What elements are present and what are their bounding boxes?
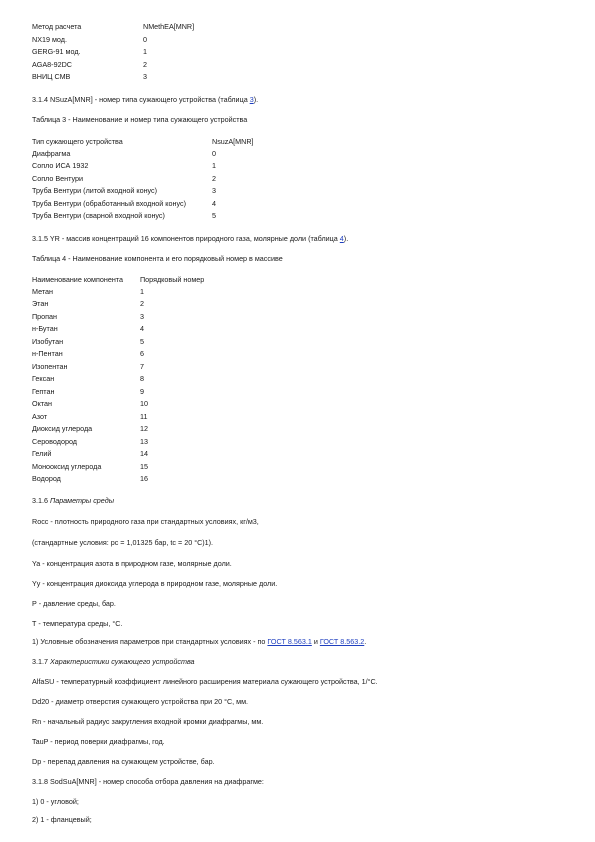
table-cell: ВНИЦ СМВ (32, 72, 71, 81)
table-cell: 3 (143, 72, 147, 81)
section-text: 3.1.4 NSuzA[MNR] - номер типа сужающего устройства (таблица (32, 95, 250, 104)
table-cell: Труба Вентури (литой входной конус) (32, 186, 158, 195)
table-cell: 16 (140, 474, 148, 483)
table-cell: Метан (32, 287, 54, 296)
footnote (32, 637, 366, 646)
param-taup: TauP - период поверки диафрагмы, год. (32, 737, 165, 746)
table-cell: 2 (140, 299, 144, 308)
table-4-header-col1: Наименование компонента (32, 275, 124, 284)
gost-8-563-1-link[interactable]: ГОСТ 8.563.1 (267, 637, 312, 646)
section-title: Параметры среды (49, 496, 114, 505)
footnote-end: . (364, 637, 367, 646)
table-cell: Азот (32, 412, 48, 421)
table-cell: GERG-91 мод. (32, 47, 81, 56)
method-table-header-col2: NMethEA[MNR] (143, 22, 195, 31)
table-cell: Изопентан (32, 362, 68, 371)
table-cell: Гептан (32, 387, 55, 396)
table-3-caption: Таблица 3 - Наименование и номер типа сужающего устройства (32, 115, 248, 124)
param-t: Т - температура среды, °С. (32, 619, 123, 628)
table-cell: 10 (140, 399, 148, 408)
table-cell: Диоксид углерода (32, 424, 93, 433)
table-cell: Гелий (32, 449, 52, 458)
param-yy: Yy - концентрация диоксида углерода в природном газе, молярные доли. (32, 579, 278, 588)
section-number: 3.1.6 (32, 496, 50, 505)
table-cell: Сопло Вентури (32, 174, 84, 183)
table-3-header-col1: Тип сужающего устройства (32, 137, 123, 146)
gost-8-563-2-link[interactable]: ГОСТ 8.563.2 (319, 637, 365, 646)
table-cell: AGA8-92DC (32, 60, 72, 69)
table-cell: Гексан (32, 374, 55, 383)
table-cell: 15 (140, 462, 148, 471)
table-cell: 3 (140, 312, 144, 321)
section-3-1-8: 3.1.8 SodSuA[MNR] - номер способа отбора давления на диафрагме: (32, 777, 264, 786)
table-cell: Диафрагма (32, 149, 71, 158)
table-cell: 6 (140, 349, 144, 358)
table-cell: 8 (140, 374, 144, 383)
table-cell: 3 (212, 186, 216, 195)
section-text-end: ). (343, 234, 349, 243)
table-cell: 1 (140, 287, 144, 296)
table-cell: 7 (140, 362, 144, 371)
table-cell: н-Бутан (32, 324, 58, 333)
table-cell: 9 (140, 387, 144, 396)
table-cell: NX19 мод. (32, 35, 67, 44)
table-cell: Труба Вентури (сварной входной конус) (32, 211, 165, 220)
table-cell: Труба Вентури (обработанный входной конус) (32, 199, 186, 208)
footnote-mid: и (311, 637, 320, 646)
table-cell: 0 (212, 149, 216, 158)
table-cell: Пропан (32, 312, 58, 321)
table-cell: 2 (143, 60, 147, 69)
table-cell: 12 (140, 424, 148, 433)
param-dp: Dp - перепад давления на сужающем устройстве, бар. (32, 757, 215, 766)
table-3-link[interactable]: 3 (249, 95, 254, 104)
table-cell: Монооксид углерода (32, 462, 102, 471)
param-ya: Ya - концентрация азота в природном газе, молярные доли. (32, 559, 232, 568)
table-cell: 11 (140, 412, 148, 421)
footnote-text: 1) Условные обозначения параметров при стандартных условиях - по (32, 637, 268, 646)
param-rocc: Rocc - плотность природного газа при стандартных условиях, кг/м3, (32, 517, 259, 526)
list-item: 1) 0 - угловой; (32, 797, 79, 806)
section-3-1-6 (32, 496, 114, 505)
table-cell: 5 (140, 337, 144, 346)
section-number: 3.1.7 (32, 657, 50, 666)
section-text: 3.1.5 YR - массив концентраций 16 компонентов природного газа, молярные доли (таблица (32, 234, 340, 243)
table-4-header-col2: Порядковый номер (140, 275, 205, 284)
param-rn: Rn - начальный радиус закругления входной кромки диафрагмы, мм. (32, 717, 264, 726)
param-alfasu: AlfaSU - температурный коэффициент линейного расширения материала сужающего устройства, 1/°С. (32, 677, 378, 686)
table-cell: Изобутан (32, 337, 64, 346)
table-cell: н-Пентан (32, 349, 63, 358)
table-cell: 14 (140, 449, 148, 458)
param-standard-conditions: (стандартные условия: рс = 1,01325 бар, tс = 20 °С)1). (32, 538, 214, 547)
section-title: Характеристики сужающего устройства (49, 657, 195, 666)
table-cell: Этан (32, 299, 49, 308)
table-cell: 0 (143, 35, 147, 44)
list-item: 2) 1 - фланцевый; (32, 815, 92, 824)
table-cell: 1 (143, 47, 147, 56)
section-text-end: ). (253, 95, 259, 104)
table-cell: 2 (212, 174, 216, 183)
method-table-header-col1: Метод расчета (32, 22, 82, 31)
table-cell: Водород (32, 474, 61, 483)
table-4-link[interactable]: 4 (339, 234, 344, 243)
table-cell: 1 (212, 161, 216, 170)
table-4-caption: Таблица 4 - Наименование компонента и его порядковый номер в массиве (32, 254, 283, 263)
table-3-header-col2: NsuzA[MNR] (212, 137, 254, 146)
table-cell: Октан (32, 399, 52, 408)
param-dd20: Dd20 - диаметр отверстия сужающего устройства при 20 °С, мм. (32, 697, 249, 706)
table-cell: Сероводород (32, 437, 77, 446)
table-cell: 4 (212, 199, 216, 208)
section-3-1-7 (32, 657, 195, 666)
table-cell: 13 (140, 437, 148, 446)
section-3-1-5 (32, 234, 348, 243)
section-3-1-4 (32, 95, 258, 104)
param-p: Р - давление среды, бар. (32, 599, 116, 608)
table-cell: Сопло ИСА 1932 (32, 161, 89, 170)
table-cell: 5 (212, 211, 216, 220)
table-cell: 4 (140, 324, 144, 333)
